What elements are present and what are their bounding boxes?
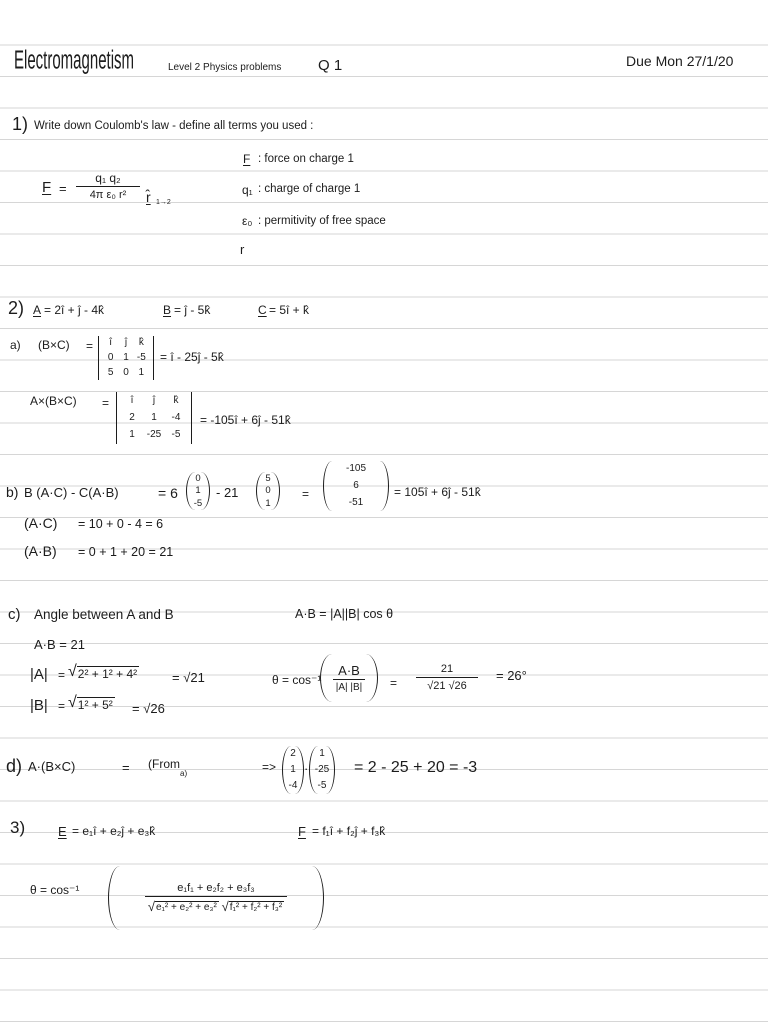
q2-number: 2) (8, 298, 25, 318)
theta-numerator: e₁f₁ + e₂f₂ + e₃f₃ (177, 881, 255, 894)
matrix-cell: î (130, 394, 134, 406)
vector-entry: 1 (265, 497, 271, 509)
part-c-prompt: Angle between A and B (34, 607, 174, 622)
vector-entry: 1 (195, 485, 201, 497)
vector-expression: = 5î + k̂ (269, 303, 310, 317)
question-number: Q 1 (318, 57, 343, 74)
magnitude-a-lhs: |A| (30, 666, 48, 683)
theta-value-numerator: 21 (440, 663, 454, 675)
dot-product-lhs: (A·B) (24, 543, 57, 559)
theta-value-denominator: √21 √26 (427, 680, 467, 692)
matrix-cell: 1 (129, 429, 135, 441)
vector-entry: 1 (319, 748, 325, 759)
determinant-matrix (116, 392, 192, 444)
radicand: f₁² + f₂² + f₃² (229, 901, 283, 913)
matrix-cell: 0 (107, 351, 114, 363)
coulomb-numerator: q₁ q₂ (95, 171, 121, 185)
dot-product-rhs: = 10 + 0 - 4 = 6 (78, 517, 164, 531)
coulomb-fraction (76, 172, 140, 201)
vector-entry: 0 (195, 472, 201, 484)
theta-parentheses (108, 866, 324, 930)
part-a-label: a) (10, 338, 21, 352)
dot-product-value: A·B = 21 (34, 637, 85, 652)
vector-entry: 1 (290, 764, 296, 775)
definition-symbol: F (243, 152, 251, 166)
dot-operator: · (304, 761, 309, 776)
definition-text: : force on charge 1 (258, 153, 354, 165)
matrix-cell: -5 (171, 429, 181, 441)
triple-product-lhs: A×(B×C) (30, 394, 77, 408)
definition-symbol: q₁ (242, 183, 253, 197)
vector-symbol: E (58, 824, 67, 839)
vector-entry: 6 (353, 479, 359, 491)
vector-entry: 5 (265, 472, 271, 484)
equals-sign: = (58, 668, 66, 682)
vector-entry: 0 (265, 485, 271, 497)
theta-parentheses (320, 654, 378, 702)
vector-symbol: B (163, 303, 172, 317)
theta-fraction (333, 664, 366, 693)
magnitude-b-result: = √26 (132, 701, 165, 716)
matrix-cell: -25 (146, 429, 162, 441)
magnitude-a-result: = √21 (172, 670, 205, 685)
matrix-cell: -5 (136, 351, 146, 363)
vector-entry: -51 (348, 496, 364, 508)
matrix-cell: 1 (138, 366, 145, 378)
triple-product-lhs: A·(B×C) (28, 759, 76, 774)
theta-result: = 26° (496, 668, 527, 683)
root-e (148, 900, 219, 913)
bac-cab-lhs: B (A·C) - C(A·B) (24, 485, 119, 500)
vector-entry: -5 (317, 780, 327, 791)
matrix-cell: -4 (171, 411, 181, 423)
triple-product-result: = -105î + 6ĵ - 51k̂ (200, 413, 291, 427)
equals-sign: = (302, 487, 310, 501)
definition-symbol: r (240, 242, 245, 257)
matrix-cell: k̂ (138, 337, 144, 349)
radicand: 1² + 5² (77, 698, 113, 712)
triple-product-result: = 2 - 25 + 20 = -3 (354, 759, 478, 776)
matrix-cell: 1 (123, 351, 129, 363)
theta-fraction (145, 883, 287, 914)
matrix-cell: ĵ (124, 337, 128, 349)
theta-lhs: θ = cos⁻¹ (272, 673, 322, 687)
column-vector (323, 461, 389, 511)
vector-expression: = f₁î + f₂ĵ + f₃k̂ (312, 824, 386, 838)
part-d-label: d) (6, 756, 23, 776)
root-f (222, 900, 285, 913)
column-vector (282, 746, 304, 794)
vector-entry: -25 (314, 764, 330, 775)
matrix-cell: ĵ (152, 394, 156, 406)
coefficient: = 6 (158, 485, 178, 501)
theta-denominator: |A| |B| (335, 681, 363, 693)
part-b-label: b) (6, 484, 19, 500)
theta-denominator (145, 897, 287, 914)
definition-symbol: ε₀ (242, 214, 253, 228)
coulomb-force-symbol: F (42, 179, 52, 196)
matrix-cell: 0 (123, 366, 129, 378)
vector-expression: = ĵ - 5k̂ (174, 303, 211, 317)
vector-symbol: C (258, 303, 267, 317)
vector-entry: -5 (193, 497, 203, 509)
radicand: e₁² + e₂² + e₃² (155, 901, 217, 913)
unit-vector-subscript: 1→2 (156, 199, 171, 206)
root-sign: √ (68, 694, 77, 711)
equals-sign: = (122, 760, 130, 775)
page-title: Electromagnetism (14, 46, 135, 76)
coulomb-denominator: 4π ε₀ r² (89, 189, 127, 201)
vector-entry: -105 (345, 463, 366, 475)
equals-sign: = (102, 396, 110, 410)
vector-symbol: A (33, 303, 42, 317)
dot-product-identity: A·B = |A||B| cos θ (295, 607, 394, 621)
q3-number: 3) (10, 818, 26, 837)
equals-sign: = (86, 339, 94, 353)
theta-lhs: θ = cos⁻¹ (30, 883, 80, 897)
coulomb-equals: = (59, 181, 67, 196)
column-vector (186, 472, 210, 510)
coefficient: - 21 (216, 485, 239, 500)
column-vector (309, 746, 335, 794)
matrix-cell: 1 (151, 411, 157, 423)
matrix-cell: k̂ (173, 394, 179, 406)
theta-numerator: A·B (338, 662, 360, 678)
determinant-matrix (98, 336, 154, 380)
radicand: 2² + 1² + 4² (77, 667, 138, 681)
matrix-cell: 2 (129, 411, 135, 423)
cross-product-result: = î - 25ĵ - 5k̂ (160, 350, 224, 364)
part-c-label: c) (8, 606, 21, 623)
cross-product-lhs: (B×C) (38, 338, 70, 352)
vector-entry: -4 (288, 780, 298, 791)
column-vector (256, 472, 280, 510)
matrix-cell: 5 (107, 366, 114, 378)
magnitude-b-lhs: |B| (30, 697, 48, 714)
vector-entry: 2 (290, 748, 296, 759)
magnitude-b-root (68, 695, 115, 711)
equals-sign: = (390, 676, 398, 690)
from-note: (From (148, 757, 180, 771)
q1-prompt: Write down Coulomb's law - define all terms you used : (34, 120, 314, 132)
matrix-cell: î (109, 337, 113, 349)
theta-value-fraction (416, 664, 478, 692)
bac-cab-result: = 105î + 6ĵ - 51k̂ (394, 485, 481, 499)
dot-product-lhs: (A·C) (24, 515, 58, 531)
unit-vector-r: r̂ (146, 189, 151, 205)
magnitude-a-root (68, 664, 139, 680)
vector-expression: = e₁î + e₂ĵ + e₃k̂ (72, 824, 156, 838)
dot-product-rhs: = 0 + 1 + 20 = 21 (78, 545, 174, 559)
from-note-subscript: a) (180, 769, 188, 778)
due-date: Due Mon 27/1/20 (626, 53, 734, 69)
root-sign: √ (221, 898, 229, 914)
vector-symbol: F (298, 824, 306, 839)
equals-sign: = (58, 699, 66, 713)
page-subtitle: Level 2 Physics problems (168, 62, 282, 73)
definition-text: : permitivity of free space (258, 215, 386, 227)
root-sign: √ (147, 898, 155, 914)
root-sign: √ (68, 663, 77, 680)
q1-number: 1) (12, 114, 29, 134)
implies-arrow: => (262, 760, 277, 774)
definition-text: : charge of charge 1 (258, 183, 361, 195)
vector-expression: = 2î + ĵ - 4k̂ (44, 303, 105, 317)
